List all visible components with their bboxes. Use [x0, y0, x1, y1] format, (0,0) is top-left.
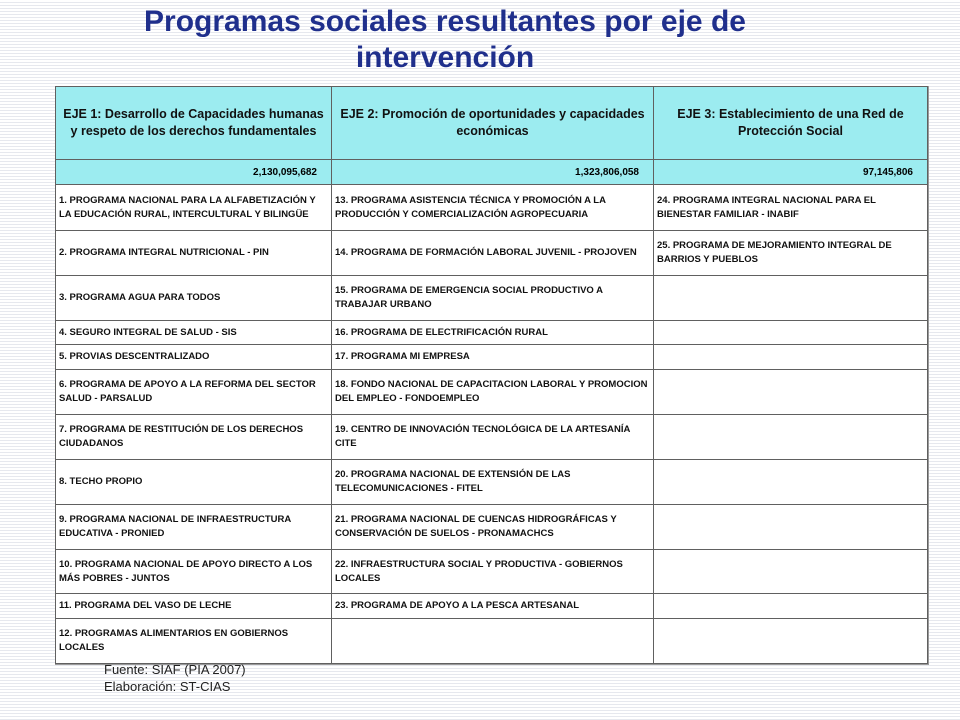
table-row: [56, 619, 928, 664]
table-cell: [654, 594, 928, 619]
table-cell: 12. PROGRAMAS ALIMENTARIOS EN GOBIERNOS LOCALES: [56, 619, 332, 664]
table-cell: 23. PROGRAMA DE APOYO A LA PESCA ARTESANAL: [332, 594, 654, 619]
credit-text: Elaboración: ST-CIAS: [104, 679, 231, 694]
table-cell: [654, 549, 928, 594]
page-title: [50, 4, 840, 76]
table-cell: 11. PROGRAMA DEL VASO DE LECHE: [56, 594, 332, 619]
table-cell: 4. SEGURO INTEGRAL DE SALUD - SIS: [56, 320, 332, 345]
amount-eje-2: 1,323,806,058: [332, 160, 654, 185]
source-text: Fuente: SIAF (PIA 2007): [104, 662, 246, 677]
table-cell: 20. PROGRAMA NACIONAL DE EXTENSIÓN DE LAS TELECOMUNICACIONES - FITEL: [332, 459, 654, 504]
table-row: [56, 504, 928, 549]
table-row: [56, 345, 928, 370]
table-cell: 24. PROGRAMA INTEGRAL NACIONAL PARA EL BIENESTAR FAMILIAR - INABIF: [654, 185, 928, 231]
table-row: [56, 459, 928, 504]
table-cell: 25. PROGRAMA DE MEJORAMIENTO INTEGRAL DE BARRIOS Y PUEBLOS: [654, 231, 928, 276]
table-cell: [332, 619, 654, 664]
table-cell: [654, 370, 928, 415]
table-cell: 15. PROGRAMA DE EMERGENCIA SOCIAL PRODUCTIVO A TRABAJAR URBANO: [332, 275, 654, 320]
table-cell: [654, 345, 928, 370]
header-eje-3: EJE 3: Establecimiento de una Red de Protección Social: [654, 87, 928, 160]
table-cell: 9. PROGRAMA NACIONAL DE INFRAESTRUCTURA EDUCATIVA - PRONIED: [56, 504, 332, 549]
table-cell: 10. PROGRAMA NACIONAL DE APOYO DIRECTO A LOS MÁS POBRES - JUNTOS: [56, 549, 332, 594]
programs-table: [55, 86, 928, 664]
table-cell: 19. CENTRO DE INNOVACIÓN TECNOLÓGICA DE LA ARTESANÍA CITE: [332, 414, 654, 459]
table-cell: [654, 414, 928, 459]
table-cell: 17. PROGRAMA MI EMPRESA: [332, 345, 654, 370]
table-row: [56, 320, 928, 345]
table-cell: 7. PROGRAMA DE RESTITUCIÓN DE LOS DERECHOS CIUDADANOS: [56, 414, 332, 459]
table-row: [56, 594, 928, 619]
programs-table-container: [55, 86, 929, 665]
table-cell: [654, 459, 928, 504]
table-cell: 22. INFRAESTRUCTURA SOCIAL Y PRODUCTIVA - GOBIERNOS LOCALES: [332, 549, 654, 594]
title-line-1: Programas sociales resultantes por eje de: [144, 5, 746, 38]
table-row: [56, 185, 928, 231]
table-row: [56, 370, 928, 415]
table-cell: [654, 504, 928, 549]
table-cell: 2. PROGRAMA INTEGRAL NUTRICIONAL - PIN: [56, 231, 332, 276]
source-note: [104, 661, 246, 695]
table-row: [56, 549, 928, 594]
table-row: [56, 231, 928, 276]
table-cell: 16. PROGRAMA DE ELECTRIFICACIÓN RURAL: [332, 320, 654, 345]
table-header-row: [56, 87, 928, 160]
table-cell: 8. TECHO PROPIO: [56, 459, 332, 504]
header-eje-1: EJE 1: Desarrollo de Capacidades humanas y respeto de los derechos fundamentales: [56, 87, 332, 160]
amount-eje-1: 2,130,095,682: [56, 160, 332, 185]
table-cell: 13. PROGRAMA ASISTENCIA TÉCNICA Y PROMOCIÓN A LA PRODUCCIÓN Y COMERCIALIZACIÓN AGROPECUARIA: [332, 185, 654, 231]
title-line-2: intervención: [355, 41, 535, 74]
header-eje-2: EJE 2: Promoción de oportunidades y capacidades económicas: [332, 87, 654, 160]
table-cell: 3. PROGRAMA AGUA PARA TODOS: [56, 275, 332, 320]
amount-eje-3: 97,145,806: [654, 160, 928, 185]
table-cell: 6. PROGRAMA DE APOYO A LA REFORMA DEL SECTOR SALUD - PARSALUD: [56, 370, 332, 415]
table-row: [56, 414, 928, 459]
table-cell: 18. FONDO NACIONAL DE CAPACITACION LABORAL Y PROMOCION DEL EMPLEO - FONDOEMPLEO: [332, 370, 654, 415]
table-cell: 14. PROGRAMA DE FORMACIÓN LABORAL JUVENIL - PROJOVEN: [332, 231, 654, 276]
table-row: [56, 275, 928, 320]
table-cell: 5. PROVIAS DESCENTRALIZADO: [56, 345, 332, 370]
table-cell: [654, 320, 928, 345]
table-cell: 21. PROGRAMA NACIONAL DE CUENCAS HIDROGRÁFICAS Y CONSERVACIÓN DE SUELOS - PRONAMACHCS: [332, 504, 654, 549]
table-cell: 1. PROGRAMA NACIONAL PARA LA ALFABETIZACIÓN Y LA EDUCACIÓN RURAL, INTERCULTURAL Y BILINGÜE: [56, 185, 332, 231]
amount-row: [56, 160, 928, 185]
table-cell: [654, 275, 928, 320]
table-cell: [654, 619, 928, 664]
